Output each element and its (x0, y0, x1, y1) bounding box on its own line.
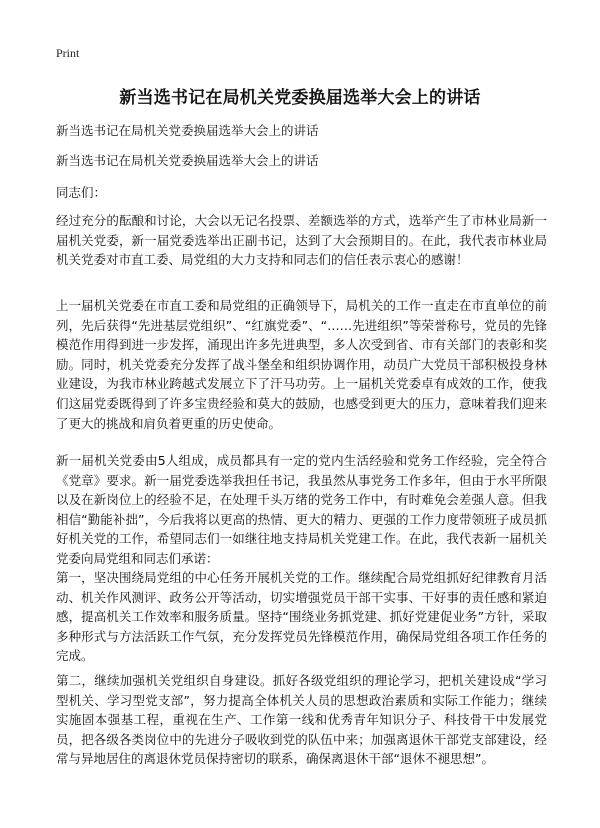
greeting: 同志们： (56, 185, 107, 200)
subtitle-line: 新当选书记在局机关党委换届选举大会上的讲话 (56, 153, 319, 168)
subtitle-line: 新当选书记在局机关党委换届选举大会上的讲话 (56, 123, 319, 138)
body-paragraph: 经过充分的酝酿和讨论，大会以无记名投票、差额选举的方式，选举产生了市林业局新一届机关党委，新一届党委选举出正副书记，达到了大会预期目的。在此，我代表市林业局机关党委对市直工委、局党组的大力支持和同志们的信任表示衷心的感谢！ (56, 213, 547, 268)
body-paragraph: 第二，继续加强机关党组织自身建设。抓好各级党组织的理论学习，把机关建设成“学习型机关、学习型党支部”，努力提高全体机关人员的思想政治素质和实际工作能力；继续实施固本强基工程，重视在生产、工作第一线和优秀青年知识分子、科技骨干中发展党员，把各级各类岗位中的先进分子吸收到党的队伍中来；加强离退休干部党支部建设，经常与异地居住的离退休党员保持密切的联系，确保离退休干部“退休不褪思想”。 (56, 673, 547, 767)
print-link[interactable]: Print (56, 46, 80, 60)
body-paragraph: 第一，坚决围绕局党组的中心任务开展机关党的工作。继续配合局党组抓好纪律教育月活动、机关作风测评、政务公开等活动，切实增强党员干部干实事、干好事的责任感和紧迫感，提高机关工作效率和服务质量。坚持“围绕业务抓党建、抓好党建促业务”方针，采取多种形式与方法活跃工作气氛，充分发挥党员先锋模范作用，确保局党组各项工作任务的完成。 (56, 570, 547, 664)
body-paragraph: 新一届机关党委由5人组成，成员都具有一定的党内生活经验和党务工作经验，完全符合《党章》要求。新一届党委选举我担任书记，我虽然从事党务工作多年，但由于水平所限以及在新岗位上的经验不足，在处理千头万绪的党务工作中，有时难免会差强人意。但我相信“勤能补拙”，今后我将以更高的热情、更大的精力、更强的工作力度带领班子成员抓好机关党的工作，希望同志们一如继往地支持局机关党建工作。在此，我代表新一届机关党委向局党组和同志们承诺： (56, 453, 547, 566)
document-title: 新当选书记在局机关党委换届选举大会上的讲话 (119, 88, 481, 108)
body-paragraph: 上一届机关党委在市直工委和局党组的正确领导下，局机关的工作一直走在市直单位的前列，先后获得“先进基层党组织”、“红旗党委”、“……先进组织”等荣誉称号，党员的先锋模范作用得到进一步发挥，涌现出许多先进典型，多人次受到省、市有关部门的表彰和奖励。同时，机关党委充分发挥了战斗堡垒和组织协调作用，动员广大党员干部积极投身林业建设，为我市林业跨越式发展立下了汗马功劳。上一届机关党委卓有成效的工作，使我们这届党委既得到了许多宝贵经验和莫大的鼓励，也感受到更大的压力，意味着我们迎来了更大的挑战和肩负着更重的历史使命。 (56, 298, 547, 431)
